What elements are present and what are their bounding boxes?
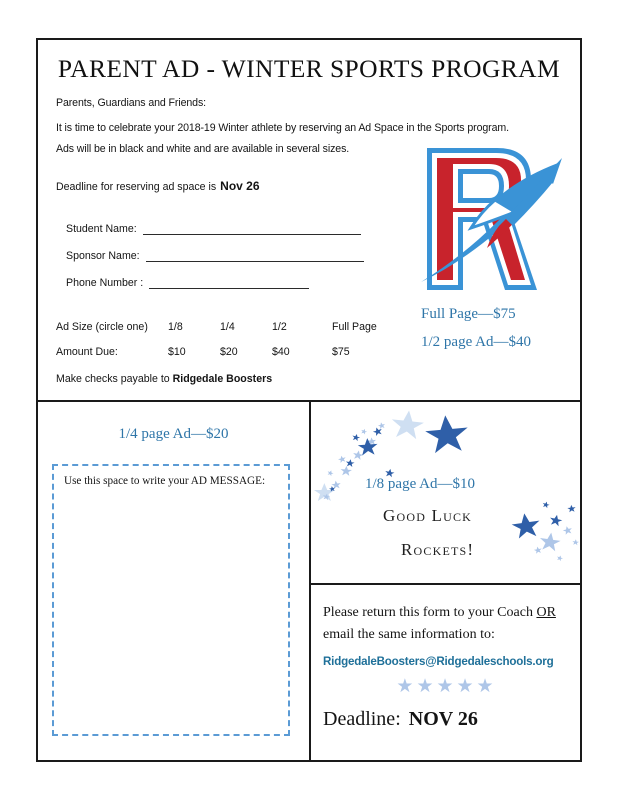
intro-greeting: Parents, Guardians and Friends: [56,97,207,109]
phone-number-field[interactable] [66,276,309,289]
star-row-decoration: ★★★★★ [396,676,497,697]
sponsor-name-input-line[interactable] [146,249,364,262]
student-name-label: Student Name: [66,223,137,235]
full-page-price-callout: Full Page—$75 [421,306,516,322]
deadline-footer-label: Deadline: [323,708,401,730]
return-instruction-line-2: email the same information to: [323,627,495,642]
student-name-input-line[interactable] [143,222,361,235]
return-info-panel [311,585,582,762]
checks-payable-payee: Ridgedale Boosters [172,373,273,385]
sponsor-name-label: Sponsor Name: [66,250,140,262]
quarter-page-price-callout: 1/4 page Ad—$20 [118,426,229,442]
ad-size-option-full[interactable]: Full Page [332,321,377,333]
phone-number-input-line[interactable] [149,276,309,289]
deadline-footer-date: NOV 26 [408,708,478,730]
amount-due-row-label: Amount Due: [56,346,118,358]
flyer-page [36,38,582,762]
deadline-notice-label: Deadline for reserving ad space is [56,181,217,193]
eighth-page-panel [311,402,582,585]
ridgedale-rockets-logo [419,140,581,298]
ad-message-box[interactable] [52,464,290,736]
return-instruction-line-1 [323,605,556,621]
amount-due-row [56,346,402,358]
intro-body-line-1: It is time to celebrate your 2018-19 Winter athlete by reserving an Ad Space in the Sports program. [56,122,509,134]
ad-size-row [56,321,402,333]
rocket-r-icon [419,140,581,298]
good-luck-line-1: Good Luck [383,506,473,525]
amount-full: $75 [332,346,350,358]
amount-quarter: $20 [220,346,238,358]
top-section [38,40,580,402]
intro-body-line-2: Ads will be in black and white and are available in several sizes. [56,143,350,155]
deadline-footer [323,708,478,731]
sponsor-name-field[interactable] [66,249,364,262]
deadline-notice-date: Nov 26 [220,179,260,193]
return-instruction-text: Please return this form to your Coach [323,605,537,620]
return-instruction-or: OR [536,605,556,620]
ad-size-option-eighth[interactable]: 1/8 [168,321,183,333]
quarter-page-panel [38,402,311,762]
phone-number-label: Phone Number : [66,277,144,289]
checks-payable-note [56,373,272,385]
page-title: PARENT AD - WINTER SPORTS PROGRAM [57,54,561,83]
student-name-field[interactable] [66,222,361,235]
eighth-page-price-callout: 1/8 page Ad—$10 [365,476,475,492]
ad-size-option-half[interactable]: 1/2 [272,321,287,333]
ad-size-row-label: Ad Size (circle one) [56,321,148,333]
boosters-email-link[interactable]: RidgedaleBoosters@Ridgedaleschools.org [323,655,554,668]
checks-payable-prefix: Make checks payable to [56,373,170,385]
half-page-price-callout: 1/2 page Ad—$40 [421,334,531,350]
deadline-notice [56,179,260,193]
amount-half: $40 [272,346,290,358]
good-luck-line-2: Rockets! [401,540,475,559]
amount-eighth: $10 [168,346,186,358]
ad-message-prompt: Use this space to write your AD MESSAGE: [64,475,266,487]
ad-size-option-quarter[interactable]: 1/4 [220,321,235,333]
